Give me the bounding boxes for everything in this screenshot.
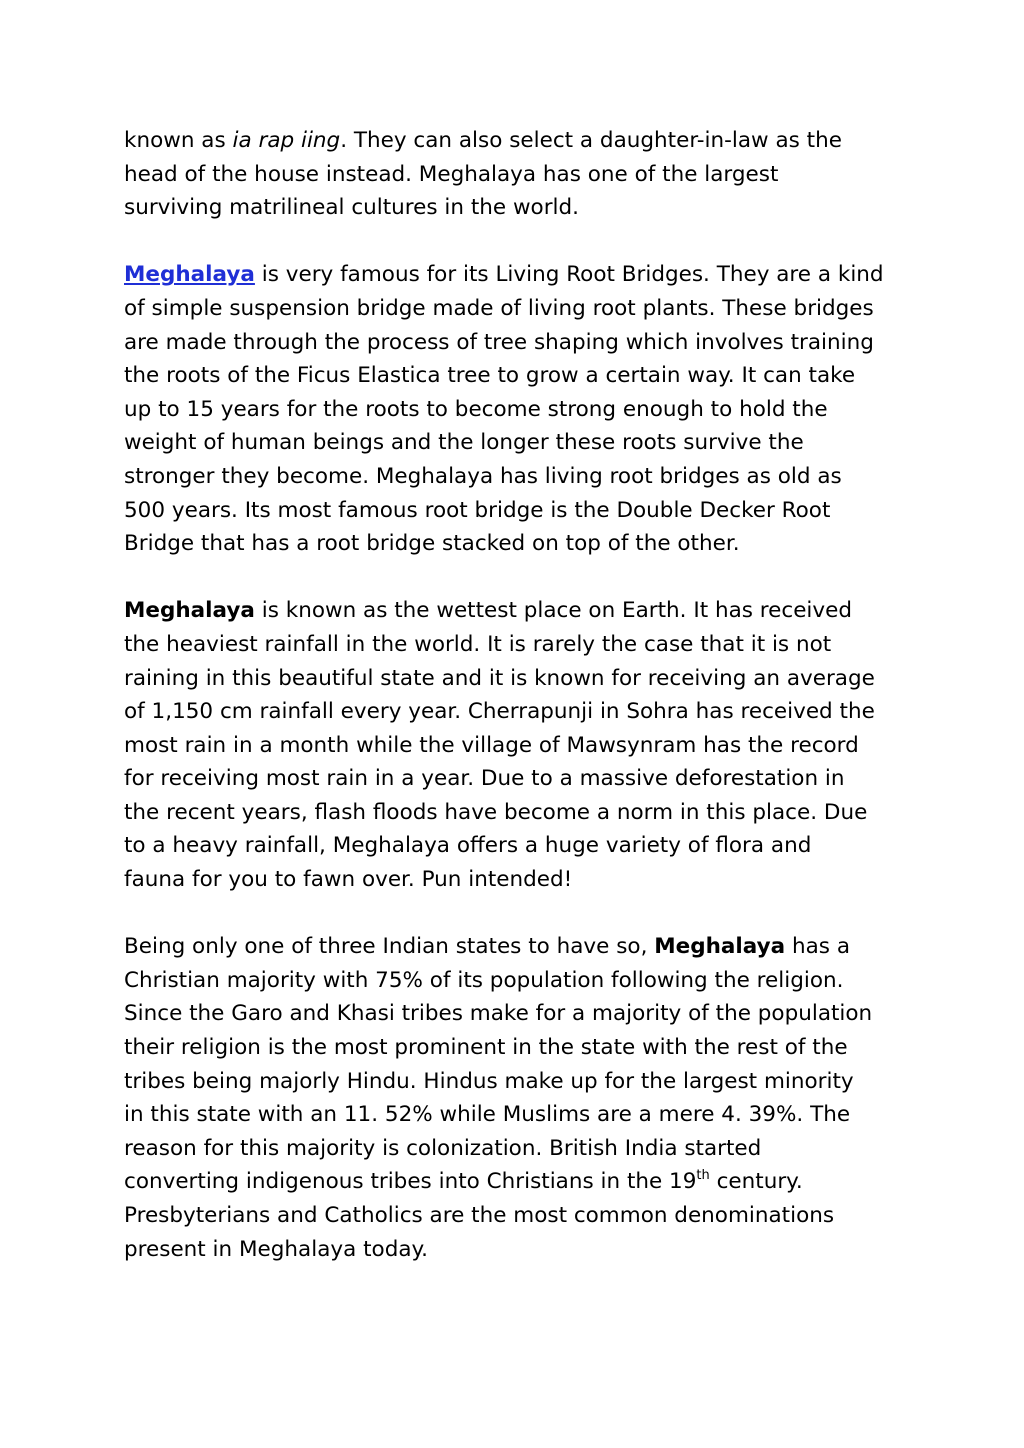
text-line: reason for this majority is colonization. British India started bbox=[124, 1135, 762, 1161]
bold-term: Meghalaya bbox=[654, 934, 786, 960]
text-line: the recent years, flash floods have become a norm in this place. Due bbox=[124, 799, 868, 825]
text-line: to a heavy rainfall, Meghalaya offers a huge variety of flora and bbox=[124, 833, 812, 859]
text-line: stronger they become. Meghalaya has living root bridges as old as bbox=[124, 463, 842, 489]
bold-term: Meghalaya bbox=[124, 598, 255, 624]
text-line: Bridge that has a root bridge stacked on top of the other. bbox=[124, 531, 740, 557]
text-line: the heaviest rainfall in the world. It is rarely the case that it is not bbox=[124, 631, 832, 657]
text-line: their religion is the most prominent in the state with the rest of the bbox=[124, 1035, 848, 1061]
superscript: th bbox=[696, 1168, 710, 1184]
paragraph-matrilineal bbox=[124, 124, 914, 225]
text-line: weight of human beings and the longer these roots survive the bbox=[124, 430, 804, 456]
text-line: the roots of the Ficus Elastica tree to grow a certain way. It can take bbox=[124, 363, 856, 389]
text-line: converting indigenous tribes into Christians in the 19th century. bbox=[124, 1168, 803, 1195]
text-line: Christian majority with 75% of its population following the religion. bbox=[124, 967, 844, 993]
text-line: Presbyterians and Catholics are the most common denominations bbox=[124, 1203, 835, 1228]
text-line: Being only one of three Indian states to have so, Meghalaya has a bbox=[124, 934, 851, 960]
document-page bbox=[124, 124, 914, 1300]
text-line: for receiving most rain in a year. Due to a massive deforestation in bbox=[124, 766, 845, 792]
text-line: Since the Garo and Khasi tribes make for a majority of the population bbox=[124, 1001, 873, 1027]
paragraph-rainfall bbox=[124, 594, 914, 896]
text-line: of 1,150 cm rainfall every year. Cherrapunji in Sohra has received the bbox=[124, 699, 875, 725]
paragraph-root-bridges bbox=[124, 258, 914, 560]
text-line: fauna for you to fawn over. Pun intended! bbox=[124, 867, 573, 893]
text-line: 500 years. Its most famous root bridge is the Double Decker Root bbox=[124, 497, 831, 523]
text-line: head of the house instead. Meghalaya has one of the largest bbox=[124, 161, 779, 187]
text-line: Meghalaya is known as the wettest place on Earth. It has received bbox=[124, 598, 853, 624]
text-line: surviving matrilineal cultures in the world. bbox=[124, 195, 580, 221]
italic-term: ia rap iing bbox=[232, 128, 341, 153]
text-line: of simple suspension bridge made of living root plants. These bridges bbox=[124, 295, 874, 321]
text-line: Meghalaya is very famous for its Living Root Bridges. They are a kind bbox=[124, 262, 884, 288]
text-line: in this state with an 11. 52% while Muslims are a mere 4. 39%. The bbox=[124, 1102, 851, 1128]
text-line: are made through the process of tree shaping which involves training bbox=[124, 329, 874, 355]
text-line: tribes being majorly Hindu. Hindus make up for the largest minority bbox=[124, 1068, 854, 1094]
paragraph-religion bbox=[124, 930, 914, 1266]
text-line: known as ia rap iing. They can also select a daughter-in-law as the bbox=[124, 128, 842, 153]
meghalaya-link[interactable]: Meghalaya bbox=[124, 262, 255, 288]
text-line: most rain in a month while the village of Mawsynram has the record bbox=[124, 732, 859, 758]
text-line: present in Meghalaya today. bbox=[124, 1236, 429, 1262]
text-line: raining in this beautiful state and it is known for receiving an average bbox=[124, 665, 875, 691]
text-line: up to 15 years for the roots to become strong enough to hold the bbox=[124, 396, 828, 422]
